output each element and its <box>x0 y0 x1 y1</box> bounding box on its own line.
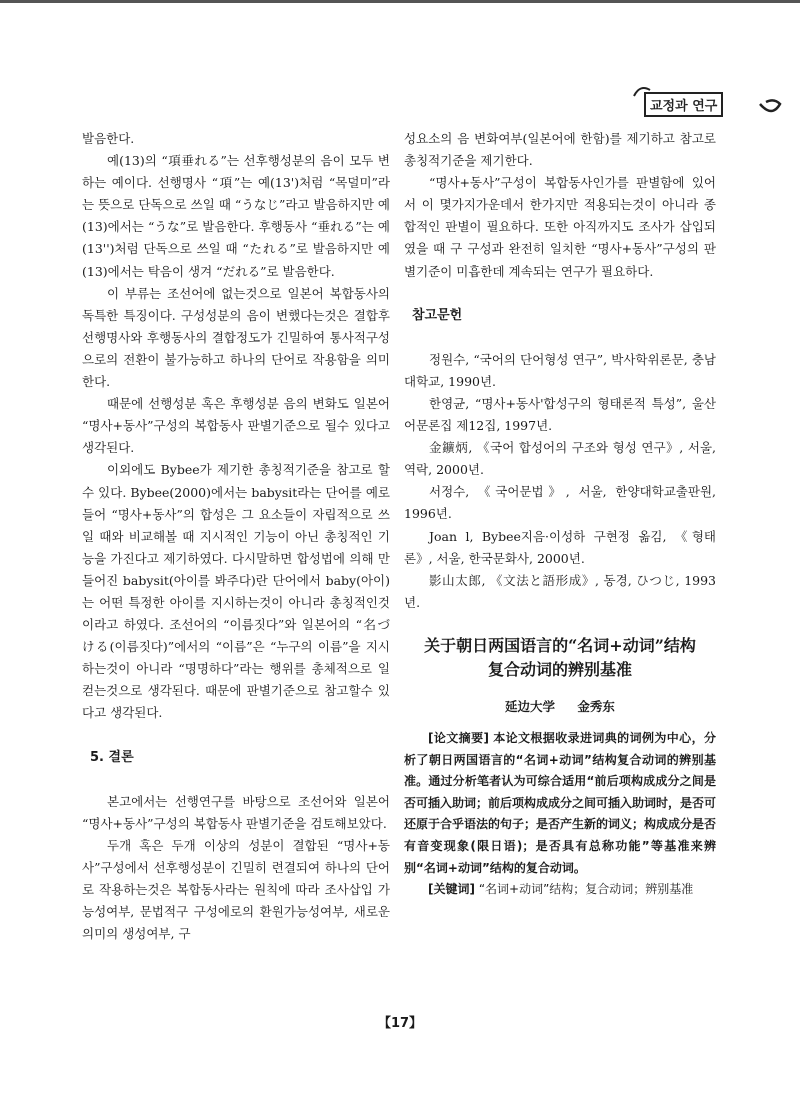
journal-logo <box>632 78 782 118</box>
chinese-keywords <box>404 879 716 901</box>
author-name: 金秀东 <box>577 698 615 714</box>
reference-item: 서정수, 《국어문법》, 서울, 한양대학교출판원, 1996년. <box>404 484 716 522</box>
paragraph: 발음한다. <box>82 131 135 146</box>
chinese-title-line: 复合动词的辨别基准 <box>487 659 632 679</box>
paragraph: “명사+동사”구성이 복합동사인가를 판별함에 있어서 이 몇가지가운데서 한가지만 적용되는것이 아니라 종합적인 판별이 필요하다. 또한 아직까지도 조사가 삽입되였을 때 구 구성과 완전히 일치한 “명사+동사”구성의 판별기준이 미흡한데 계속되는 연구가 필요하다. <box>404 175 716 279</box>
paragraph: 성요소의 음 변화여부(일본어에 한함)를 제기하고 참고로 총칭적기준을 제기한다. <box>404 131 716 169</box>
keywords-text: “名词+动词”结构；复合动词；辨别基准 <box>478 882 694 897</box>
chinese-title <box>404 634 716 682</box>
references-heading: 참고문헌 <box>412 307 463 323</box>
reference-item: Joan l, Bybee지음·이성하 구현정 옮김, 《형태론》, 서울, 한국문화사, 2000년. <box>404 528 716 566</box>
paragraph: 때문에 선행성분 혹은 후행성분 음의 변화도 일본어 “명사+동사”구성의 복합동사 판별기준으로 될수 있다고 생각된다. <box>82 396 390 456</box>
keywords-label: [关键词] <box>428 882 475 897</box>
reference-item: 한영균, “명사+동사'합성구의 형태론적 특성”, 울산어문론집 제12집, 1997년. <box>404 395 716 434</box>
abstract-label: [论文摘要] <box>428 730 489 745</box>
paragraph: 두개 혹은 두개 이상의 성분이 결합된 “명사+동사”구성에서 선후행성분이 긴밀히 련결되여 하나의 단어로 작용하는것은 복합동사라는 원칙에 따라 조사삽입 가능성여부, 문법적구 구성에로의 환원가능성여부, 새로운 의미의 생성여부, 구 <box>82 837 390 942</box>
page-number: 【17】 <box>377 1016 423 1031</box>
chinese-byline <box>404 696 716 718</box>
paragraph: 이 부류는 조선어에 없는것으로 일본어 복합동사의 독특한 특징이다. 구성성분의 음이 변했다는것은 결합후 선행명사와 후행동사의 결합정도가 긴밀하여 통사적구성으로의 전환이 불가능하고 하나의 단어로 작용함을 의미한다. <box>82 285 390 390</box>
reference-item: 金鑛炳, 《국어 합성어의 구조와 형성 연구》, 서울, 역락, 2000년. <box>404 440 716 478</box>
top-rule <box>0 0 800 3</box>
right-column <box>404 128 716 901</box>
reference-item: 影山太郎, 《文法と語形成》, 동경, ひつじ, 1993년. <box>404 572 716 610</box>
reference-item: 정원수, “국어의 단어형성 연구”, 박사학위론문, 충남대학교, 1990년. <box>404 351 716 389</box>
abstract-text: 本论文根据收录进词典的词例为中心，分析了朝日两国语言的“名词+动词”结构复合动词的辨别基准。通过分析笔者认为可综合适用“前后项构成成分之间是否可插入助词；前后项构成成分之间可插入助词时，是否可还原于合乎语法的句子；是否产生新的词义；构成成分是否有音变现象(限日语)；是否具有总称功能”等基准来辨别“名词+动词”结构的复合动词。 <box>404 730 717 875</box>
paragraph: 이외에도 Bybee가 제기한 총칭적기준을 참고로 할수 있다. Bybee(2000)에서는 babysit라는 단어를 예로 들어 “명사+동사”의 합성은 그 요소들이 자립적으로 쓰일 때와 비교해볼 때 지시적인 기능이 아닌 총칭적인 기능을 가진다고 제기하였다. 다시말하면 합성법에 의해 만들어진 babysit(아이를 봐주다)란 단어에서 baby(아이)는 어떤 특정한 아이를 지시하는것이 아니라 총칭적인것이라고 하였다. 조선어의 “이름짓다”와 일본어의 “名づける(이름짓다)”에서의 “이름”은 “누구의 이름”을 지시하는것이 아니라 “명명하다”라는 행위를 총체적으로 일컫는것으로 생각된다. 때문에 판별기준으로 참고할수 있다고 생각된다. <box>82 462 390 721</box>
journal-logo-text: 교정과 연구 <box>644 92 723 117</box>
chinese-title-line: 关于朝日两国语言的“名词+动词”结构 <box>424 635 696 655</box>
paragraph: 예(13)의 “項垂れる”는 선후행성분의 음이 모두 변하는 예이다. 선행명사 “項”는 예(13')처럼 “목덜미”라는 뜻으로 단독으로 쓰일 때 “うなじ”라고 발음하지만 예(13)에서는 “うな”로 발음한다. 후행동사 “垂れる”는 예(13'')처럼 단독으로 쓰일 때 “たれる”로 발음하지만 예(13)에서는 탁음이 생겨 “だれる”로 발음한다. <box>82 153 390 279</box>
section-heading: 5. 결론 <box>90 749 134 765</box>
chinese-abstract <box>404 728 716 879</box>
paragraph: 본고에서는 선행연구를 바탕으로 조선어와 일본어 “명사+동사”구성의 복합동사 판별기준을 검토해보았다. <box>82 793 390 831</box>
left-column <box>82 128 390 945</box>
author-affiliation: 延边大学 <box>505 698 556 714</box>
